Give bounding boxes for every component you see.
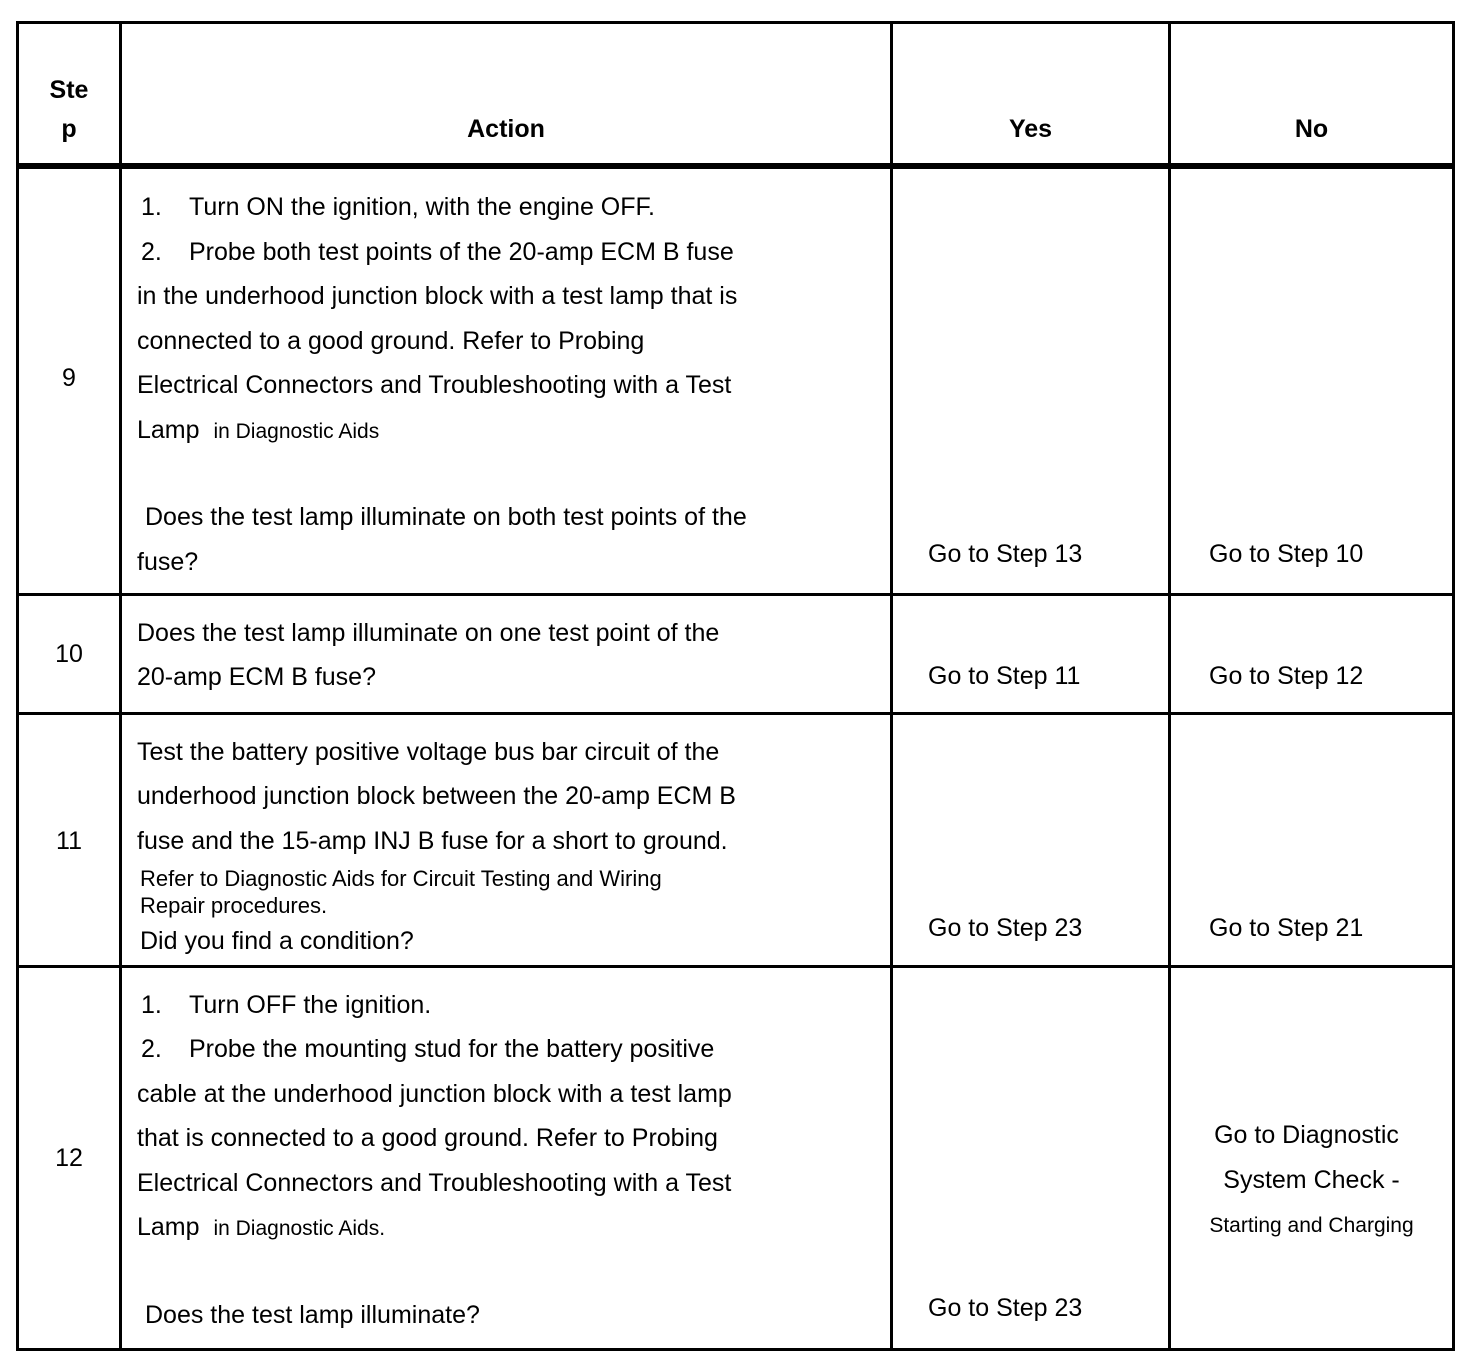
table-header-row xyxy=(18,23,1454,167)
diagnostic-table xyxy=(16,21,1455,1351)
table-row xyxy=(18,713,1454,966)
no-cell: Go to Step 10 xyxy=(1170,166,1454,594)
action-cell: 1. Turn OFF the ignition. 2. Probe the mounting stud for the battery positive cable at the underhood junction block with a test lamp that is connected to a good ground. Refer to Probing Electrical Connectors and Troubleshooting with a Test Lamp in Diagnostic Aids. Does the test lamp illuminate? xyxy=(121,966,892,1349)
action-cell: Does the test lamp illuminate on one test point of the 20-amp ECM B fuse? xyxy=(121,594,892,713)
no-cell xyxy=(1170,966,1454,1349)
header-step: Step xyxy=(18,23,121,167)
header-no: No xyxy=(1170,23,1454,167)
header-action: Action xyxy=(121,23,892,167)
header-yes: Yes xyxy=(892,23,1170,167)
no-cell: Go to Step 21 xyxy=(1170,713,1454,966)
step-number: 10 xyxy=(18,594,121,713)
no-diagnostic-reference: Go to Diagnostic System Check - Starting and Charging xyxy=(1209,1120,1414,1237)
table-row xyxy=(18,166,1454,594)
yes-cell: Go to Step 23 xyxy=(892,966,1170,1349)
step-number: 9 xyxy=(18,166,121,594)
step-number: 12 xyxy=(18,966,121,1349)
no-cell: Go to Step 12 xyxy=(1170,594,1454,713)
yes-cell: Go to Step 23 xyxy=(892,713,1170,966)
step-number: 11 xyxy=(18,713,121,966)
yes-cell: Go to Step 11 xyxy=(892,594,1170,713)
table-row xyxy=(18,966,1454,1349)
action-cell: 1. Turn ON the ignition, with the engine OFF. 2. Probe both test points of the 20-amp ECM B fuse in the underhood junction block with a test lamp that is connected to a good ground. Refer to Probing Electrical Connectors and Troubleshooting with a Test Lamp in Diagnostic Aids Does the test lamp illuminate on both test points of the fuse? xyxy=(121,166,892,594)
table-row xyxy=(18,594,1454,713)
yes-cell: Go to Step 13 xyxy=(892,166,1170,594)
action-cell: Test the battery positive voltage bus bar circuit of the underhood junction block between the 20-amp ECM B fuse and the 15-amp INJ B fuse for a short to ground. Refer to Diagnostic Aids for Circuit Testing and Wiring Repair procedures. Did you find a condition? xyxy=(121,713,892,966)
